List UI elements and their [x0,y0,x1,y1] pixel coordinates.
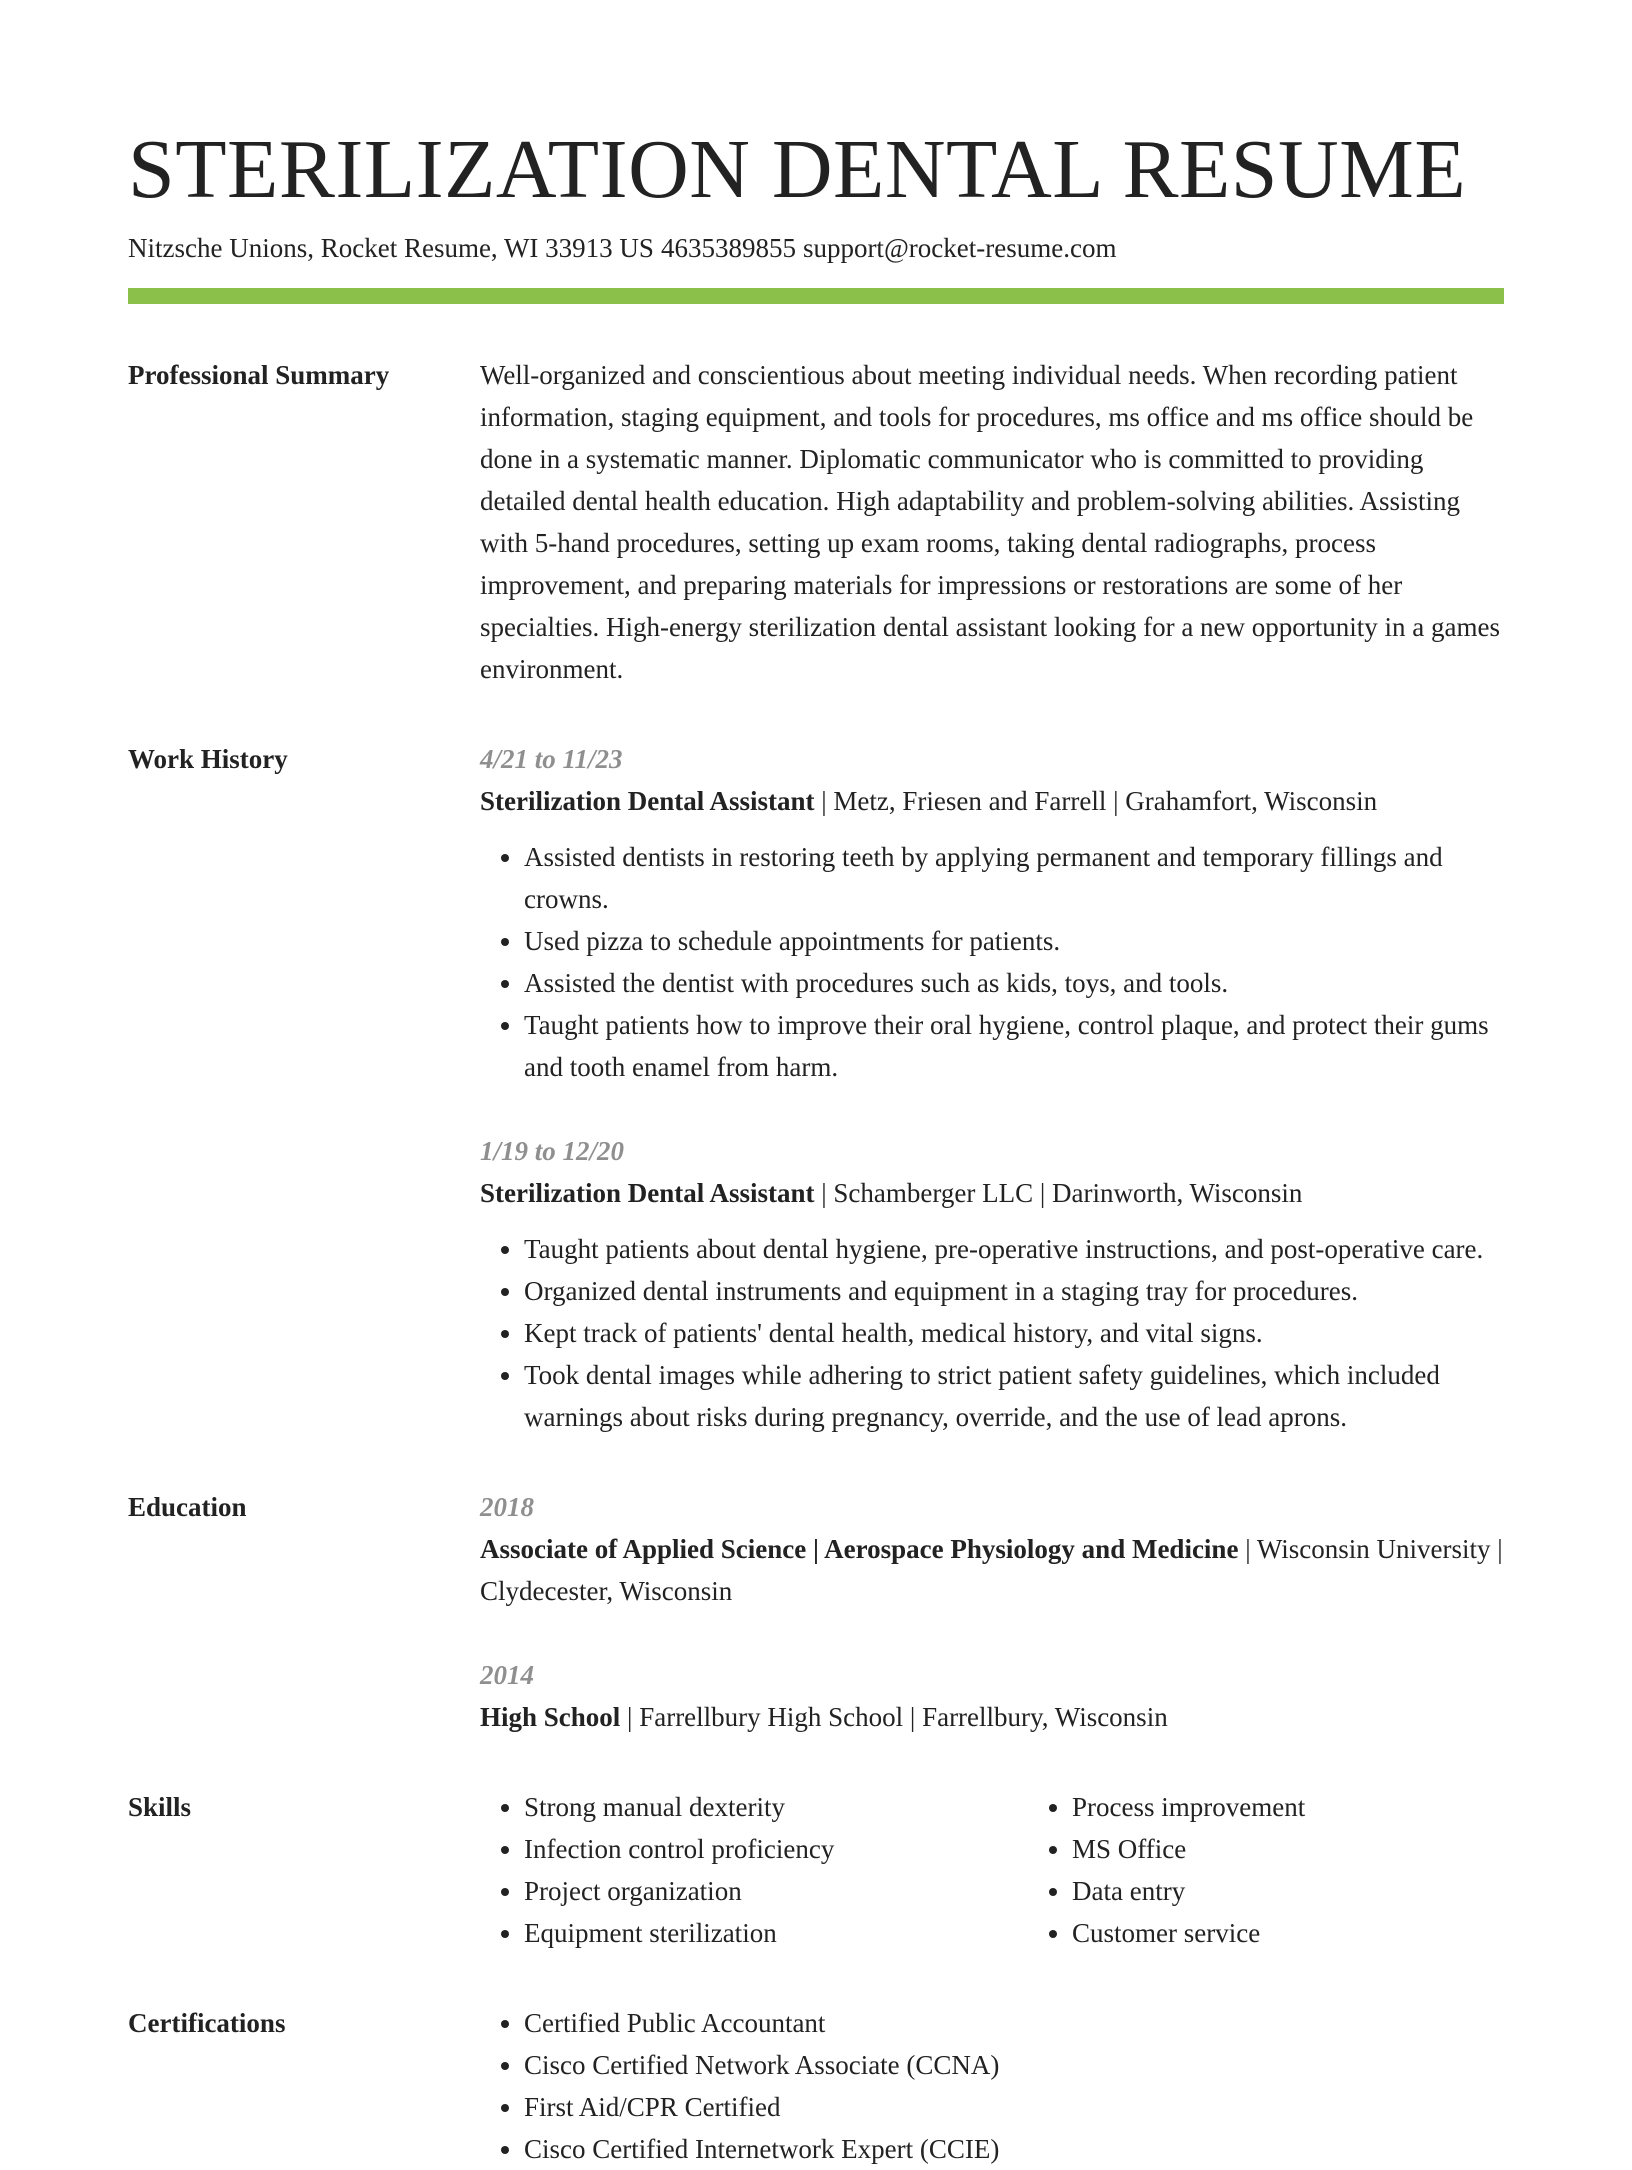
contact-address: Nitzsche Unions, Rocket Resume, WI 33913 US [128,233,654,263]
list-item: • First Aid/CPR Certified [524,2086,1504,2128]
job-entry [480,1130,1504,1438]
section-label-summary: Professional Summary [128,360,390,390]
summary-section [128,354,1504,690]
certifications-section [128,2002,1504,2170]
education-details: | Wisconsin University | Clydecester, Wisconsin [480,1534,1503,1606]
section-label-education: Education [128,1492,247,1522]
list-item: • Infection control proficiency [524,1828,1028,1870]
header-divider [128,288,1504,304]
education-entry [480,1486,1504,1612]
skills-list-right [1028,1786,1576,1954]
list-item: • Strong manual dexterity [524,1786,1028,1828]
list-item: • Kept track of patients' dental health, medical history, and vital signs. [524,1312,1504,1354]
contact-email: support@rocket-resume.com [802,233,1117,263]
list-item: • MS Office [1072,1828,1576,1870]
list-item: • Customer service [1072,1912,1576,1954]
job-title: Sterilization Dental Assistant [480,1178,815,1208]
section-label-skills: Skills [128,1792,192,1822]
summary-text: Well-organized and conscientious about meeting individual needs. When recording patient information, staging equipment, and tools for procedures, ms office and ms office should be done in a systematic manner. Diplomatic communicator who is committed to providing detailed dental health education. High adaptability and problem-solving abilities. Assisting with 5-hand procedures, setting up exam rooms, taking dental radiographs, process improvement, and preparing materials for impressions or restorations are some of her specialties. High-energy sterilization dental assistant looking for a new opportunity in a games environment. [480,360,1501,684]
job-dates: 1/19 to 12/20 [480,1136,625,1166]
job-bullets [480,1228,1504,1438]
job-bullets [480,836,1504,1088]
list-item: • Assisted dentists in restoring teeth by applying permanent and temporary fillings and crowns. [524,836,1504,920]
certifications-list [480,2002,1504,2170]
job-heading [480,780,1504,822]
list-item: • Taught patients about dental hygiene, pre-operative instructions, and post-operative care. [524,1228,1504,1270]
degree-title: Associate of Applied Science | Aerospace Physiology and Medicine [480,1534,1239,1564]
list-item: • Used pizza to schedule appointments for patients. [524,920,1504,962]
section-label-work: Work History [128,744,288,774]
list-item: • Project organization [524,1870,1028,1912]
list-item: • Data entry [1072,1870,1576,1912]
contact-line [128,230,1504,266]
list-item: • Taught patients how to improve their oral hygiene, control plaque, and protect their gums and tooth enamel from harm. [524,1004,1504,1088]
education-details: | Farrellbury High School | Farrellbury, Wisconsin [620,1702,1168,1732]
list-item: • Cisco Certified Network Associate (CCNA) [524,2044,1504,2086]
education-entry [480,1654,1504,1738]
list-item: • Process improvement [1072,1786,1576,1828]
education-section [128,1486,1504,1738]
work-section [128,738,1504,1438]
job-heading [480,1172,1504,1214]
contact-phone: 4635389855 [660,233,796,263]
page-title: STERILIZATION DENTAL RESUME [128,123,1467,216]
degree-title: High School [480,1702,621,1732]
education-year: 2018 [480,1492,534,1522]
list-item: • Took dental images while adhering to strict patient safety guidelines, which included warnings about risks during pregnancy, override, and the use of lead aprons. [524,1354,1504,1438]
section-label-certifications: Certifications [128,2008,286,2038]
job-details: | Metz, Friesen and Farrell | Grahamfort, Wisconsin [814,786,1378,816]
education-heading [480,1696,1504,1738]
education-heading [480,1528,1504,1612]
job-title: Sterilization Dental Assistant [480,786,815,816]
list-item: • Certified Public Accountant [524,2002,1504,2044]
education-year: 2014 [480,1660,534,1690]
skills-list-left [480,1786,1028,1954]
list-item: • Equipment sterilization [524,1912,1028,1954]
skills-section [128,1786,1504,1954]
list-item: • Cisco Certified Internetwork Expert (CCIE) [524,2128,1504,2170]
job-dates: 4/21 to 11/23 [480,744,623,774]
list-item: • Organized dental instruments and equipment in a staging tray for procedures. [524,1270,1504,1312]
list-item: • Assisted the dentist with procedures such as kids, toys, and tools. [524,962,1504,1004]
job-details: | Schamberger LLC | Darinworth, Wisconsin [814,1178,1303,1208]
job-entry [480,738,1504,1088]
